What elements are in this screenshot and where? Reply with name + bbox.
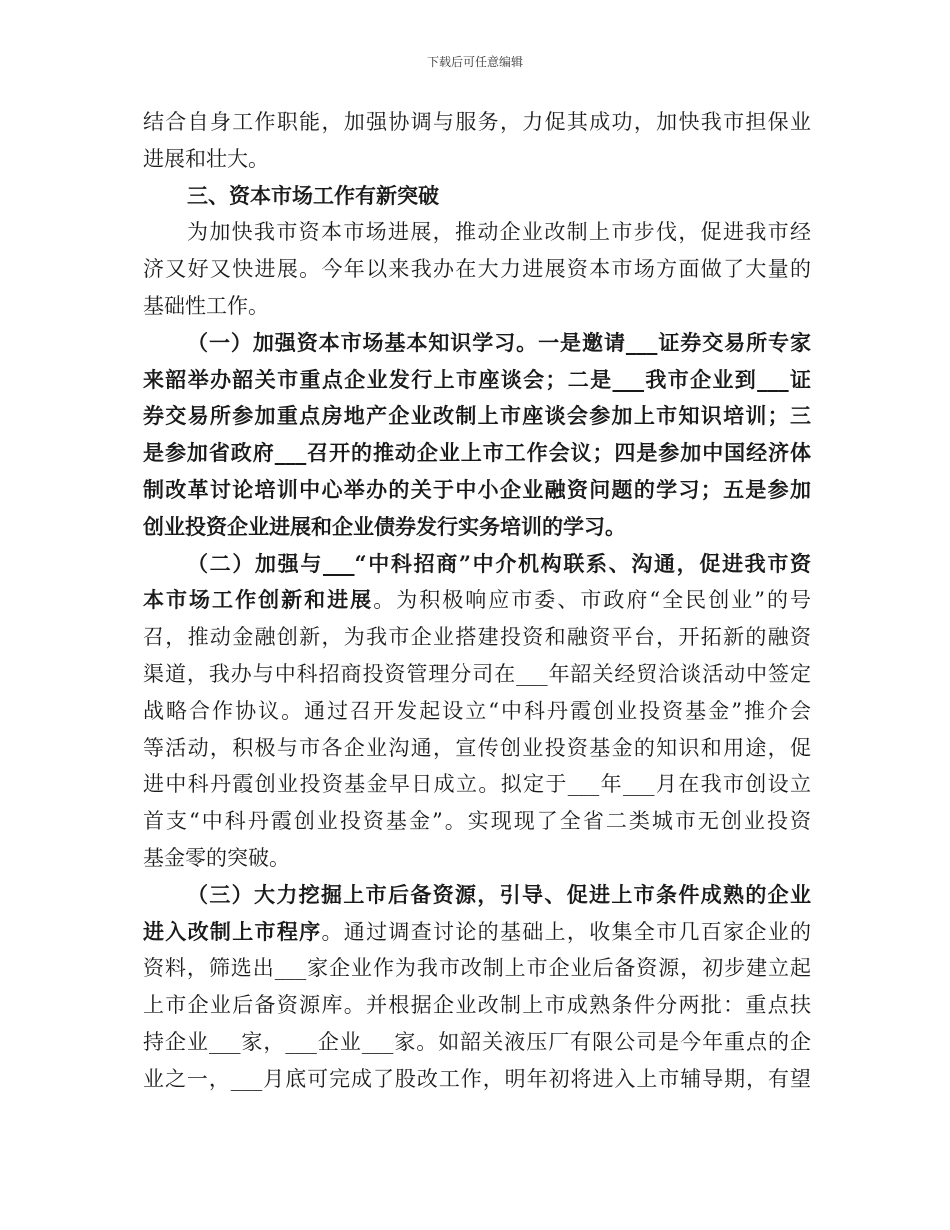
text-line (143, 288, 811, 325)
text-line (143, 214, 811, 251)
body-text: 济又好又快进展。今年以来我办在大力进展资本市场方面做了大量的 (143, 257, 811, 282)
text-line (143, 914, 811, 951)
paragraph (143, 104, 811, 178)
body-text: 进展和壮大。 (143, 146, 269, 171)
text-line (143, 362, 811, 399)
text-line (143, 251, 811, 288)
text-line (143, 766, 811, 803)
body-text: 资料，筛选出___家企业作为我市改制上市企业后备资源，初步建立起 (143, 956, 811, 981)
bold-text: 本市场工作创新和进展 (143, 587, 374, 613)
paragraph (143, 546, 811, 877)
body-text: 为加快我市资本市场进展，推动企业改制上市步伐，促进我市经 (187, 220, 811, 245)
body-text: 进中科丹霞创业投资基金早日成立。拟定于___年___月在我市创设立 (143, 772, 811, 797)
body-text: 持企业___家，___企业___家。如韶关液压厂有限公司是今年重点的企 (143, 1029, 811, 1054)
text-line (143, 730, 811, 767)
text-line (143, 693, 811, 730)
body-text: 。为积极响应市委、市政府“全民创业”的号 (373, 588, 811, 613)
body-text: 。通过调查讨论的基础上，收集全市几百家企业的 (321, 919, 811, 944)
document-body (143, 104, 811, 1098)
body-text: 基础性工作。 (143, 293, 269, 318)
page-header: 下载后可任意编辑 (426, 55, 523, 69)
text-line (143, 656, 811, 693)
text-line (143, 582, 811, 619)
text-line (143, 141, 811, 178)
text-line (143, 509, 811, 546)
body-text: 业之一，___月底可完成了股改工作，明年初将进入上市辅导期，有望 (143, 1066, 811, 1091)
bold-text: （三）大力挖掘上市后备资源，引导、促进上市条件成熟的企业 (187, 881, 811, 907)
text-line (143, 104, 811, 141)
text-line (143, 1061, 811, 1098)
text-line (143, 398, 811, 435)
bold-text: 是参加省政府___召开的推动企业上市工作会议；四是参加中国经济体 (143, 440, 811, 466)
text-line (143, 546, 811, 583)
body-text: 上市企业后备资源库。并根据企业改制上市成熟条件分两批：重点扶 (143, 993, 811, 1018)
paragraph (143, 214, 811, 324)
bold-text: 制改革讨论培训中心举办的关于中小企业融资问题的学习；五是参加 (143, 476, 811, 502)
bold-text: 进入改制上市程序 (143, 918, 322, 944)
text-line (143, 803, 811, 840)
bold-text: （一）加强资本市场基本知识学习。一是邀请___证券交易所专家 (187, 329, 811, 355)
bold-text: 创业投资企业进展和企业债券发行实务培训的学习。 (143, 513, 626, 539)
body-text: 战略合作协议。通过召开发起设立“中科丹霞创业投资基金”推介会 (143, 698, 811, 723)
bold-text: （二）加强与___“中科招商”中介机构联系、沟通，促进我市资 (187, 550, 811, 576)
text-line (143, 877, 811, 914)
text-line (143, 619, 811, 656)
text-line (143, 472, 811, 509)
body-text: 首支“中科丹霞创业投资基金”。实现现了全省二类城市无创业投资 (143, 809, 811, 834)
text-line (143, 1024, 811, 1061)
body-text: 渠道，我办与中科招商投资管理分司在___年韶关经贸洽谈活动中签定 (143, 661, 811, 686)
body-text: 基金零的突破。 (143, 845, 290, 870)
paragraph (143, 877, 811, 1098)
text-line (143, 325, 811, 362)
text-line (143, 178, 811, 215)
text-line (143, 987, 811, 1024)
bold-text: 来韶举办韶关市重点企业发行上市座谈会；二是___我市企业到___证 (143, 366, 811, 392)
text-line (143, 435, 811, 472)
text-line (143, 950, 811, 987)
body-text: 结合自身工作职能，加强协调与服务，力促其成功，加快我市担保业 (143, 110, 811, 134)
body-text: 召，推动金融创新，为我市企业搭建投资和融资平台，开拓新的融资 (143, 625, 811, 650)
paragraph (143, 178, 811, 215)
bold-text: 三、资本市场工作有新突破 (187, 182, 439, 208)
bold-text: 券交易所参加重点房地产企业改制上市座谈会参加上市知识培训；三 (143, 403, 811, 429)
body-text: 等活动，积极与市各企业沟通，宣传创业投资基金的知识和用途，促 (143, 735, 811, 760)
text-line (143, 840, 811, 877)
paragraph (143, 325, 811, 546)
